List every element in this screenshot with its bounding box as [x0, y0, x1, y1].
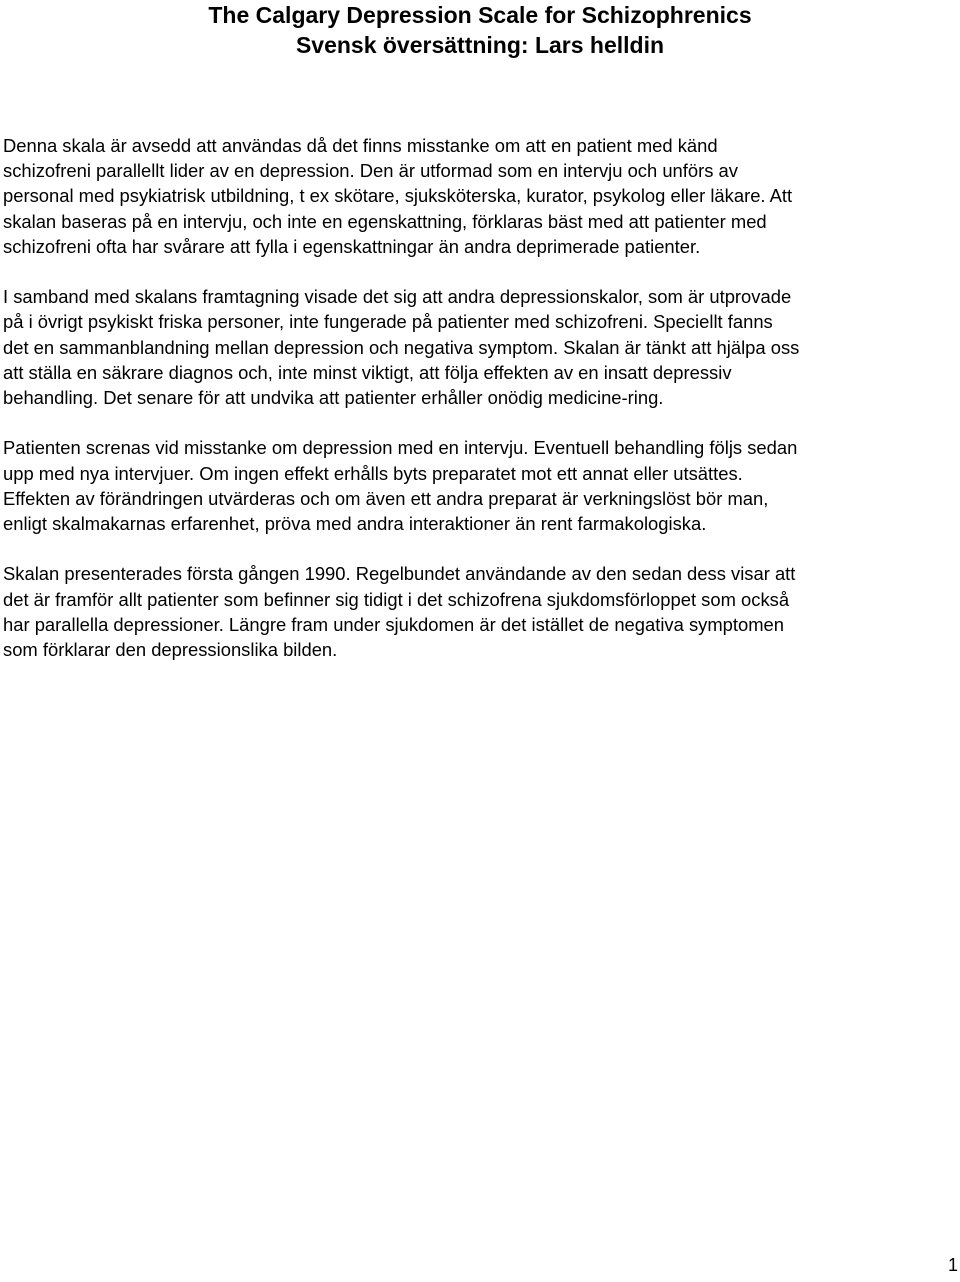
paragraph-screening: Patienten screnas vid misstanke om depression med en intervju. Eventuell behandling följs sedan upp med nya intervjuer. Om ingen effekt erhålls byts preparatet mot ett annat eller utsättes. Effekten av förändringen utvärderas och om även ett andra preparat är verkningslöst bör man, enligt skalmakarnas erfarenhet, pröva med andra interaktioner än rent farmakologiska. [3, 437, 798, 535]
paragraph-intro: Denna skala är avsedd att användas då det finns misstanke om att en patient med känd schizofreni parallellt lider av en depression. Den är utformad som en intervju och unförs av personal med psykiatrisk utbildning, t ex skötare, sjuksköterska, kurator, psykolog eller läkare. Att skalan baseras på en intervju, och inte en egenskattning, förklaras bäst med att patienter med schizofreni ofta har svårare att fylla i egenskattningar än andra deprimerade patienter. [3, 135, 793, 257]
document-subtitle: Svensk översättning: Lars helldin [295, 32, 665, 58]
document-header [0, 0, 960, 60]
page-number: 1 [947, 1255, 958, 1275]
document-body [3, 133, 958, 687]
paragraph-history: Skalan presenterades första gången 1990. Regelbundet användande av den sedan dess visar att det är framför allt patienter som befinner sig tidigt i det schizofrena sjukdomsförloppet som också har parallella depressioner. Längre fram under sjukdomen är det istället de negativa symptomen som förklarar den depressionslika bilden. [3, 563, 796, 661]
document-title: The Calgary Depression Scale for Schizophrenics [208, 2, 752, 28]
paragraph-background: I samband med skalans framtagning visade det sig att andra depressionskalor, som är utprovade på i övrigt psykiskt friska personer, inte fungerade på patienter med schizofreni. Speciellt fanns det en sammanblandning mellan depression och negativa symptom. Skalan är tänkt att hjälpa oss att ställa en säkrare diagnos och, inte minst viktigt, att följa effekten av en insatt depressiv behandling. Det senare för att undvika att patienter erhåller onödig medicine-ring. [3, 286, 800, 409]
